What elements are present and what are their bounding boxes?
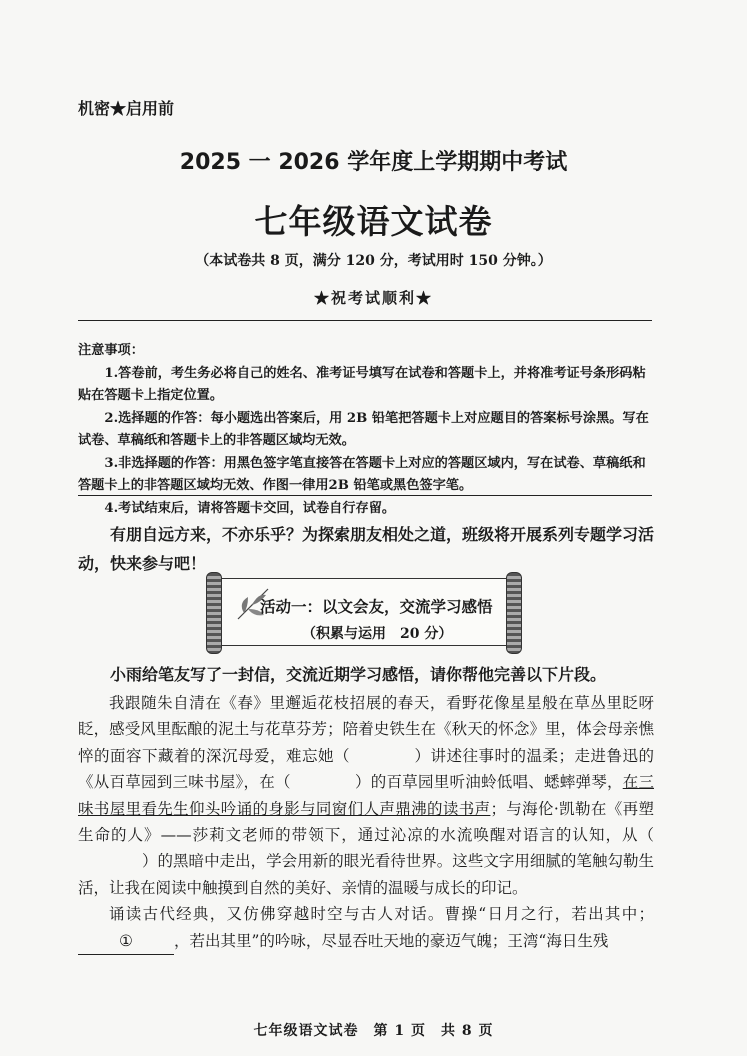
notice-item: 1.答卷前，考生务必将自己的姓名、准考证号填写在试卷和答题卡上，并将准考证号条形码粘贴在答题卡上指定位置。 — [78, 365, 646, 403]
passage-paragraph: 诵读古代经典，又仿佛穿越时空与古人对话。曹操“日月之行，若出其中；① ，若出其里”的吟咏，尽显吞吐天地的豪迈气魄；王湾“海日生残 — [78, 901, 654, 955]
intro-paragraph: 有朋自远方来，不亦乐乎？为探索朋友相处之道，班级将开展系列专题学习活动，快来参与吧！ — [78, 525, 655, 573]
notice-item: 4.考试结束后，请将答题卡交回，试卷自行存留。 — [104, 500, 396, 516]
divider-bottom — [78, 495, 652, 496]
passage-paragraph: 我跟随朱自清在《春》里邂逅花枝招展的春天，看野花像星星般在草丛里眨呀眨，感受风里酝酿的泥土与花草芬芳；陪着史铁生在《秋天的怀念》里，体会母亲憔悴的面容下藏着的深沉母爱，难忘她（ ）讲述往事时的温柔；走进鲁迅的《从百草园到三味书屋》，在（ ）的百草园里听油蛉低唱、蟋蟀弹琴，在三味书屋里看先生仰头吟诵的身影与同窗们人声鼎沸的读书声；与海伦·凯勒在《再塑生命的人》——莎莉文老师的带领下，通过沁凉的水流唤醒对语言的认知，从（）的黑暗中走出，学会用新的眼光看待世界。这些文字用细腻的笔触勾勒生活，让我在阅读中触摸到自然的美好、亲情的温暖与成长的印记。 — [78, 694, 654, 897]
task-instruction: 小雨给笔友写了一封信，交流近期学习感悟，请你帮他完善以下片段。 — [110, 665, 607, 684]
exam-title: 2025 一 2026 学年度上学期期中考试 — [179, 150, 568, 175]
underlined-sentence: 在三味书屋里看先生仰头吟诵的身影与同窗们人声鼎沸的读书声 — [78, 773, 654, 818]
activity-score: （积累与运用 20 分） — [302, 626, 453, 642]
scroll-roll-right — [506, 572, 522, 654]
scroll-roll-left — [206, 572, 222, 654]
exam-info: （本试卷共 8 页，满分 120 分，考试用时 150 分钟。） — [195, 253, 552, 269]
fill-in-blank-1: ① — [78, 928, 174, 955]
divider-top — [78, 320, 652, 321]
notice-item: 3.非选择题的作答：用黑色签字笔直接答在答题卡上对应的答题区域内，写在试卷、草稿纸和答题卡上的非答题区域均无效、作图一律用2B 铅笔或黑色签字笔。 — [78, 455, 646, 493]
activity-title: 活动一：以文会友，交流学习感悟 — [260, 598, 493, 616]
paper-title: 七年级语文试卷 — [254, 202, 493, 241]
notice-section — [78, 340, 654, 520]
page-footer: 七年级语文试卷 第 1 页 共 8 页 — [253, 1023, 494, 1039]
notice-item: 2.选择题的作答：每小题选出答案后，用 2B 铅笔把答题卡上对应题目的答案标号涂黑。写在试卷、草稿纸和答题卡上的非答题区域均无效。 — [78, 410, 649, 448]
letter-passage — [78, 690, 654, 955]
activity-scroll-banner — [206, 572, 522, 652]
good-luck-banner: ★祝考试顺利★ — [313, 289, 433, 307]
notice-heading: 注意事项： — [78, 343, 144, 358]
confidential-label: 机密★启用前 — [78, 99, 175, 118]
